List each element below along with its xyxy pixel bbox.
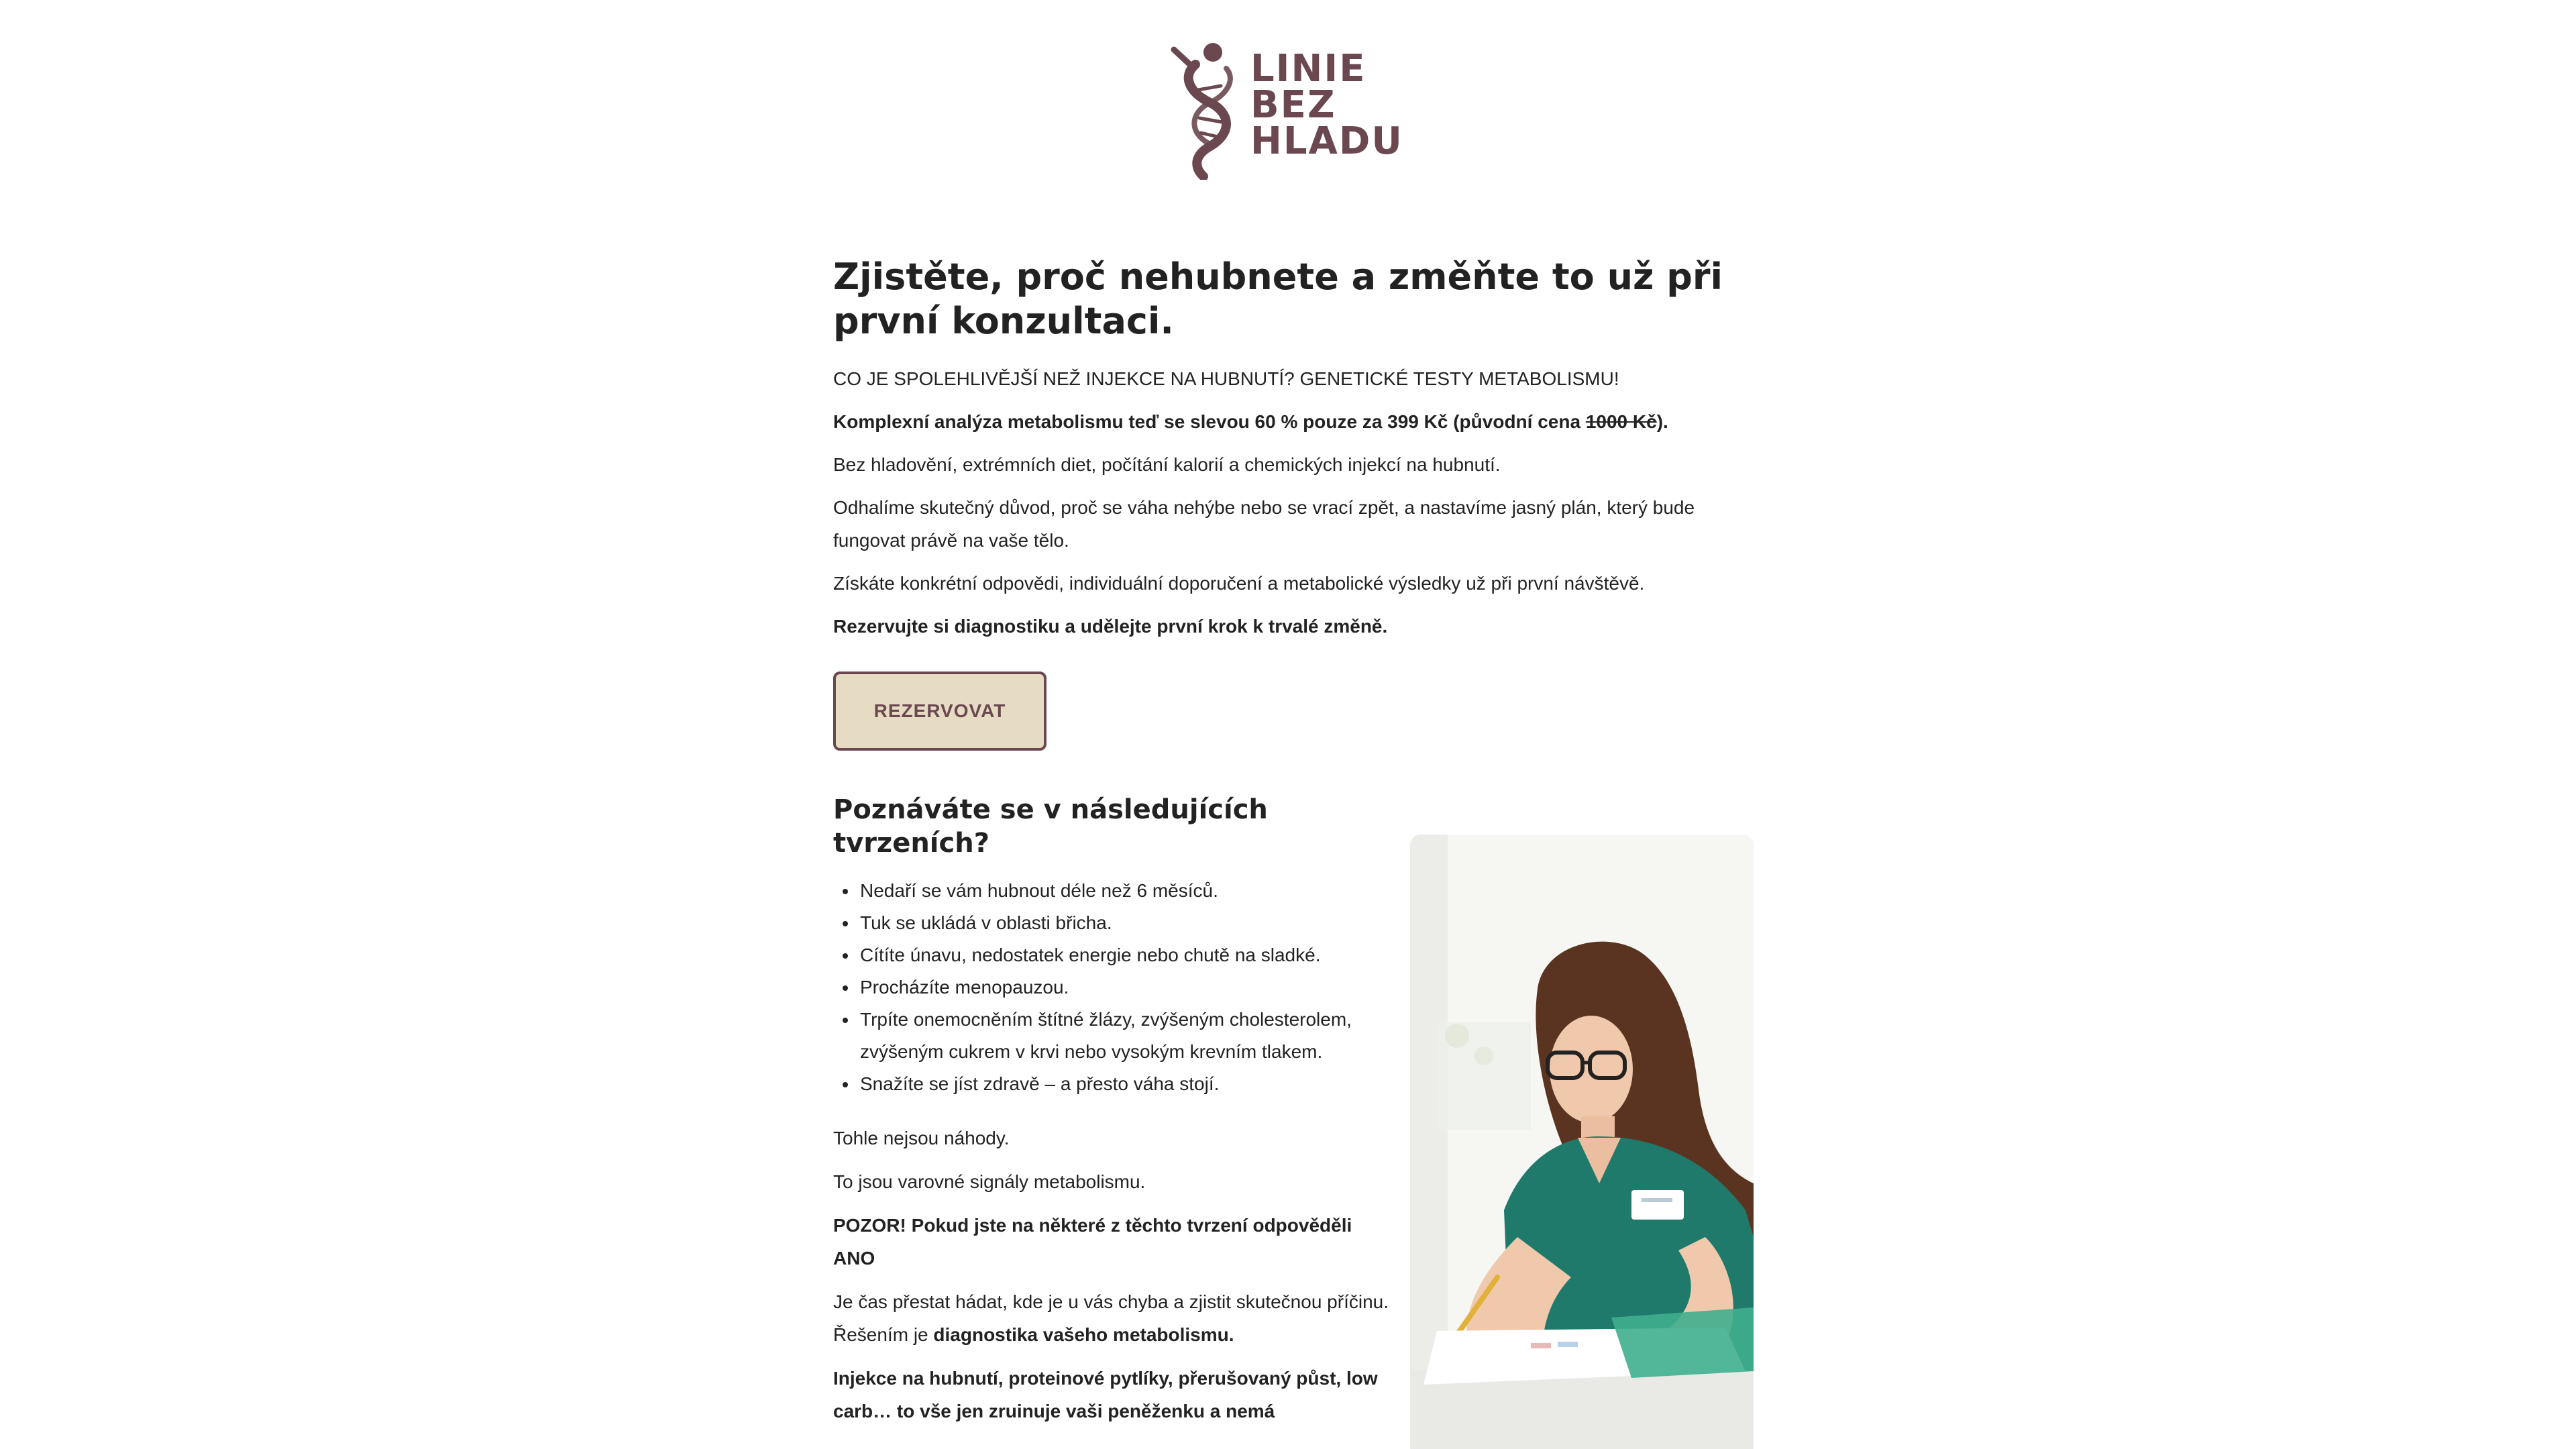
hero-cta-text [833, 610, 1759, 643]
logo-line-1: LINIE [1250, 47, 1366, 91]
section-paragraph-3 [833, 1285, 1390, 1351]
nutritionist-illustration [1410, 835, 1754, 1449]
hero-intro [833, 362, 1759, 643]
symptoms-section [833, 793, 1390, 1438]
reserve-button[interactable]: REZERVOVAT [833, 672, 1046, 751]
hero-title: Zjistěte, proč nehubnete a změňte to už při první konzultaci. [833, 256, 1723, 342]
hero-paragraph-1: Bez hladovění, extrémních diet, počítání kalorií a chemických injekcí na hubnutí. [833, 454, 1501, 475]
dna-figure-icon [1169, 39, 1249, 180]
nutritionist-photo [1410, 835, 1754, 1449]
list-item: Tuk se ukládá v oblasti břicha. [860, 907, 1390, 939]
offer-text [833, 405, 1759, 438]
hero-cta-bold: Rezervujte si diagnostiku a udělejte první krok k trvalé změně. [833, 616, 1388, 637]
hero-paragraph-2: Odhalíme skutečný důvod, proč se váha nehýbe nebo se vrací zpět, a nastavíme jasný plán, který bude fungovat právě na vaše tělo. [833, 497, 1695, 551]
list-item: Snažíte se jíst zdravě – a přesto váha stojí. [860, 1068, 1390, 1100]
offer-part-1: Komplexní analýza metabolismu teď se slevou 60 % pouze za 399 Kč (původní cena [833, 411, 1586, 432]
section-paragraph-3-start: Je čas přestat hádat, kde je u vás chyba a zjistit skutečnou příčinu. Řešením je [833, 1291, 1389, 1345]
logo-line-3: HLADU [1250, 119, 1403, 163]
offer-part-2: ). [1656, 411, 1668, 432]
section-title: Poznáváte se v následujících tvrzeních? [833, 794, 1268, 859]
brand-logo[interactable] [1169, 39, 1424, 180]
section-paragraph-1: Tohle nejsou náhody. [833, 1128, 1010, 1148]
hero-subtitle: CO JE SPOLEHLIVĚJŠÍ NEŽ INJEKCE NA HUBNUTÍ? GENETICKÉ TESTY METABOLISMU! [833, 368, 1619, 389]
list-item: Cítíte únavu, nedostatek energie nebo chutě na sladké. [860, 939, 1390, 971]
symptoms-list [833, 875, 1390, 1100]
logo-wordmark [1250, 47, 1403, 163]
list-item: Trpíte onemocněním štítné žlázy, zvýšeným cholesterolem, zvýšeným cukrem v krvi nebo vysokým krevním tlakem. [860, 1004, 1390, 1068]
section-paragraph-3-bold: diagnostika vašeho metabolismu. [933, 1324, 1234, 1345]
hero-paragraph-3: Získáte konkrétní odpovědi, individuální doporučení a metabolické výsledky už při první návštěvě. [833, 573, 1645, 594]
warning-text [833, 1209, 1390, 1275]
warning-bold: POZOR! Pokud jste na některé z těchto tvrzení odpověděli ANO [833, 1215, 1352, 1269]
section-paragraph-4-bold: Injekce na hubnutí, proteinové pytlíky, přerušovaný půst, low carb… to vše jen zruinuje vaši peněženku a nemá [833, 1368, 1378, 1421]
list-item: Nedaří se vám hubnout déle než 6 měsíců. [860, 875, 1390, 907]
offer-old-price: 1000 Kč [1585, 411, 1657, 432]
list-item: Procházíte menopauzou. [860, 971, 1390, 1004]
hero-section [833, 255, 1759, 653]
section-paragraph-2: To jsou varovné signály metabolismu. [833, 1171, 1146, 1192]
section-paragraph-4 [833, 1362, 1390, 1428]
logo-line-2: BEZ [1250, 83, 1336, 127]
